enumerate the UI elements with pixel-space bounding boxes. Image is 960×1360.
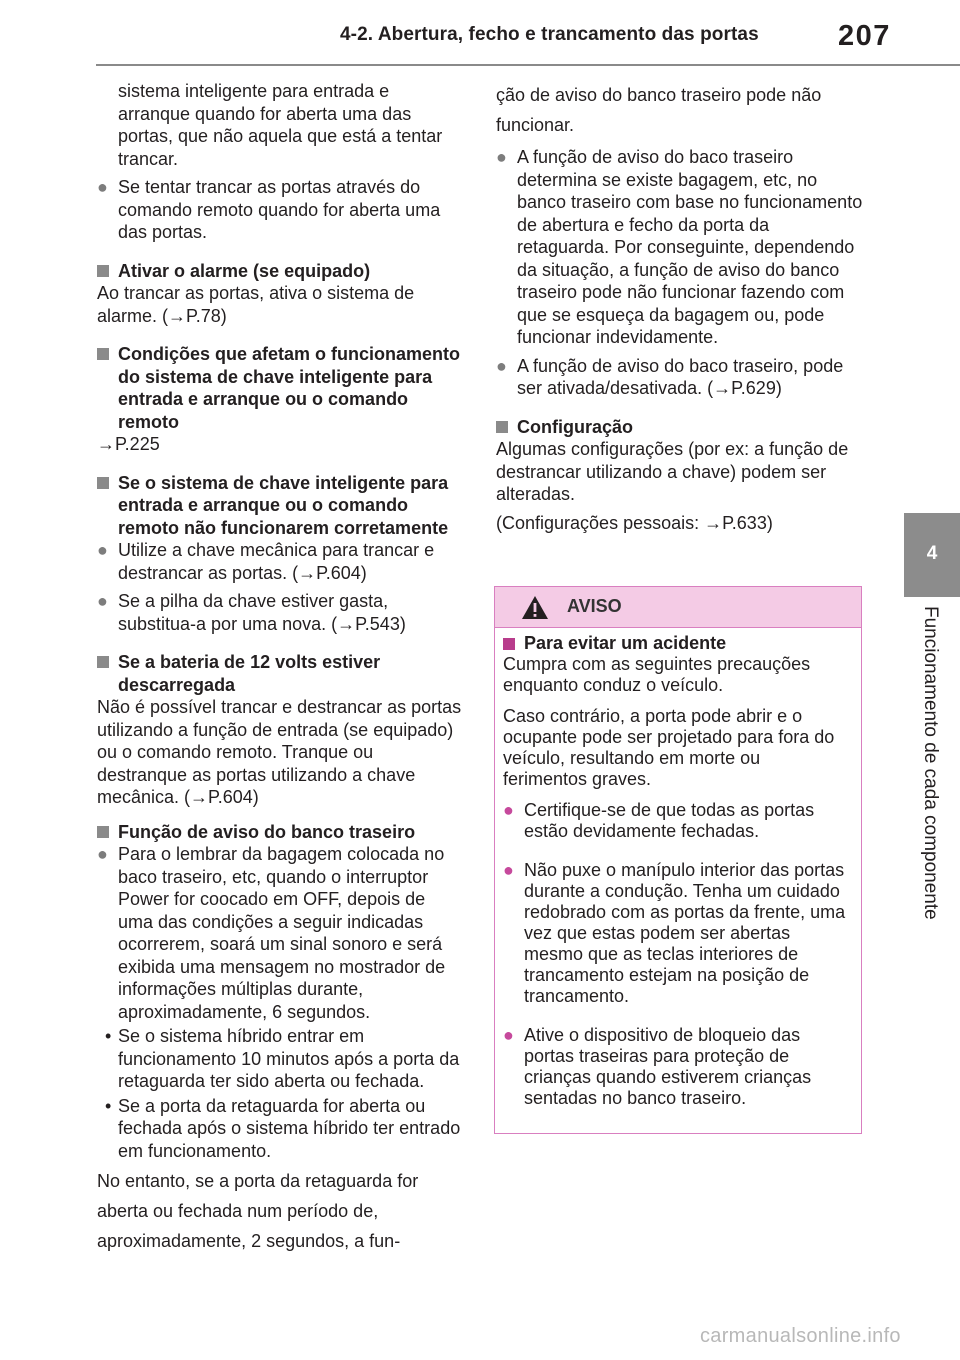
header-divider xyxy=(96,64,960,66)
bullet-icon: ● xyxy=(97,540,108,560)
square-bullet-icon xyxy=(97,477,109,489)
bullet-icon: ● xyxy=(496,147,507,167)
paragraph: (Configurações pessoais: →P.633) xyxy=(496,512,773,533)
bullet-icon: ● xyxy=(496,355,507,376)
warning-triangle-icon xyxy=(521,595,549,620)
chapter-tab xyxy=(904,513,960,597)
square-bullet-icon xyxy=(503,638,515,650)
square-bullet-icon xyxy=(496,421,508,433)
dash-list-item: • Se a porta da retaguarda for aberta ou fechada após o sistema híbrido ter entrado em funcionamento. xyxy=(105,1095,461,1161)
paragraph: No entanto, se a porta da retaguarda for aberta ou fechada num período de, aproximadamente, 2 segundos, a fun- xyxy=(97,1171,419,1251)
list-item: ● Se a pilha da chave estiver gasta, substitua-a por uma nova. (→P.543) xyxy=(97,591,406,634)
bullet-icon: ● xyxy=(503,860,514,880)
list-item: ● Se tentar trancar as portas através do comando remoto quando for aberta uma das portas. xyxy=(97,177,441,242)
section-heading-battery: Se a bateria de 12 volts estiver descarregada xyxy=(97,651,465,696)
paragraph: Ao trancar as portas, ativa o sistema de alarme. (→P.78) xyxy=(97,283,415,326)
list-item: ● Para o lembrar da bagagem colocada no baco traseiro, etc, quando o interruptor Power for coocado em OFF, depois de uma das condições a seguir indicadas ocorrerem, soará um sinal sonoro e será exibida uma mensagem no mostrador de informações múltiplas durante, aproximadamente, 6 segundos. xyxy=(97,844,446,1022)
left-column xyxy=(97,80,465,1256)
warning-box xyxy=(494,586,862,1134)
bullet-icon: ● xyxy=(503,800,514,820)
list-item: ● Certifique-se de que todas as portas estão devidamente fechadas. xyxy=(503,800,815,841)
continued-paragraph: ção de aviso do banco traseiro pode não funcionar. xyxy=(496,85,822,135)
list-item: ● Ative o dispositivo de bloqueio das portas traseiras para proteção de crianças quando estiverem crianças sentadas no banco traseiro. xyxy=(503,1025,812,1108)
section-heading-config: Configuração xyxy=(496,416,864,439)
page-number: 207 xyxy=(838,20,891,52)
section-heading-malfunction: Se o sistema de chave inteligente para entrada e arranque ou o comando remoto não funcionarem corretamente xyxy=(97,472,465,540)
paragraph: Cumpra com as seguintes precauções enquanto conduz o veículo. xyxy=(503,654,811,695)
paragraph: Algumas configurações (por ex: a função de destrancar utilizando a chave) podem ser alteradas. xyxy=(496,439,849,504)
continued-paragraph: sistema inteligente para entrada e arranque quando for aberta uma das portas, que não aquela que está a tentar trancar. xyxy=(118,81,443,169)
bullet-icon: ● xyxy=(97,844,108,864)
square-bullet-icon xyxy=(97,265,109,277)
right-column xyxy=(496,80,864,540)
bullet-icon: ● xyxy=(503,1025,514,1045)
chapter-label: Funcionamento de cada componente xyxy=(920,606,941,920)
section-title: 4-2. Abertura, fecho e trancamento das portas xyxy=(340,24,759,45)
paragraph: Caso contrário, a porta pode abrir e o ocupante pode ser projetado para fora do veículo, resultando em morte ou ferimentos graves. xyxy=(503,706,835,789)
dot-icon: • xyxy=(105,1026,112,1046)
bullet-icon: ● xyxy=(97,177,108,197)
list-item: ● A função de aviso do baco traseiro, pode ser ativada/desativada. (→P.629) xyxy=(496,355,844,398)
dot-icon: • xyxy=(105,1095,112,1116)
section-heading-conditions: Condições que afetam o funcionamento do sistema de chave inteligente para entrada e arranque ou o comando remoto xyxy=(97,343,465,433)
warning-heading: Para evitar um acidente xyxy=(503,633,849,654)
list-item: ● Não puxe o manípulo interior das portas durante a condução. Tenha um cuidado redobrado com as portas da frente, uma vez que estas podem ser abertas mesmo que as teclas interiores de trancamento estejam na posição de trancamento. xyxy=(503,860,846,1006)
warning-title: AVISO xyxy=(567,596,622,616)
section-heading-alarm: Ativar o alarme (se equipado) xyxy=(97,260,465,283)
chapter-number: 4 xyxy=(926,543,938,564)
square-bullet-icon xyxy=(97,348,109,360)
square-bullet-icon xyxy=(97,656,109,668)
paragraph: Não é possível trancar e destrancar as portas utilizando a função de entrada (se equipado) ou o comando remoto. Tranque ou destranque as portas utilizando a chave mecânica. (→P.604) xyxy=(97,697,462,807)
square-bullet-icon xyxy=(97,826,109,838)
bullet-icon: ● xyxy=(97,591,108,611)
list-item: ● A função de aviso do baco traseiro determina se existe bagagem, etc, no banco traseiro com base no funcionamento de abertura e fecho da porta da retaguarda. Por conseguinte, dependendo da situação, a função de aviso do banco traseiro pode não funcionar fazendo com que se esqueça da bagagem ou, pode funcionar indevidamente. xyxy=(496,147,863,347)
section-heading-rear-seat: Função de aviso do banco traseiro xyxy=(97,821,465,844)
warning-body xyxy=(503,633,849,1127)
page-reference: →P.225 xyxy=(97,434,160,454)
warning-header xyxy=(495,587,861,628)
list-item: ● Utilize a chave mecânica para trancar e destrancar as portas. (→P.604) xyxy=(97,540,435,583)
dash-list-item: • Se o sistema híbrido entrar em funcionamento 10 minutos após a porta da retaguarda ter sido aberta ou fechada. xyxy=(105,1026,460,1091)
watermark: carmanualsonline.info xyxy=(700,1325,901,1347)
